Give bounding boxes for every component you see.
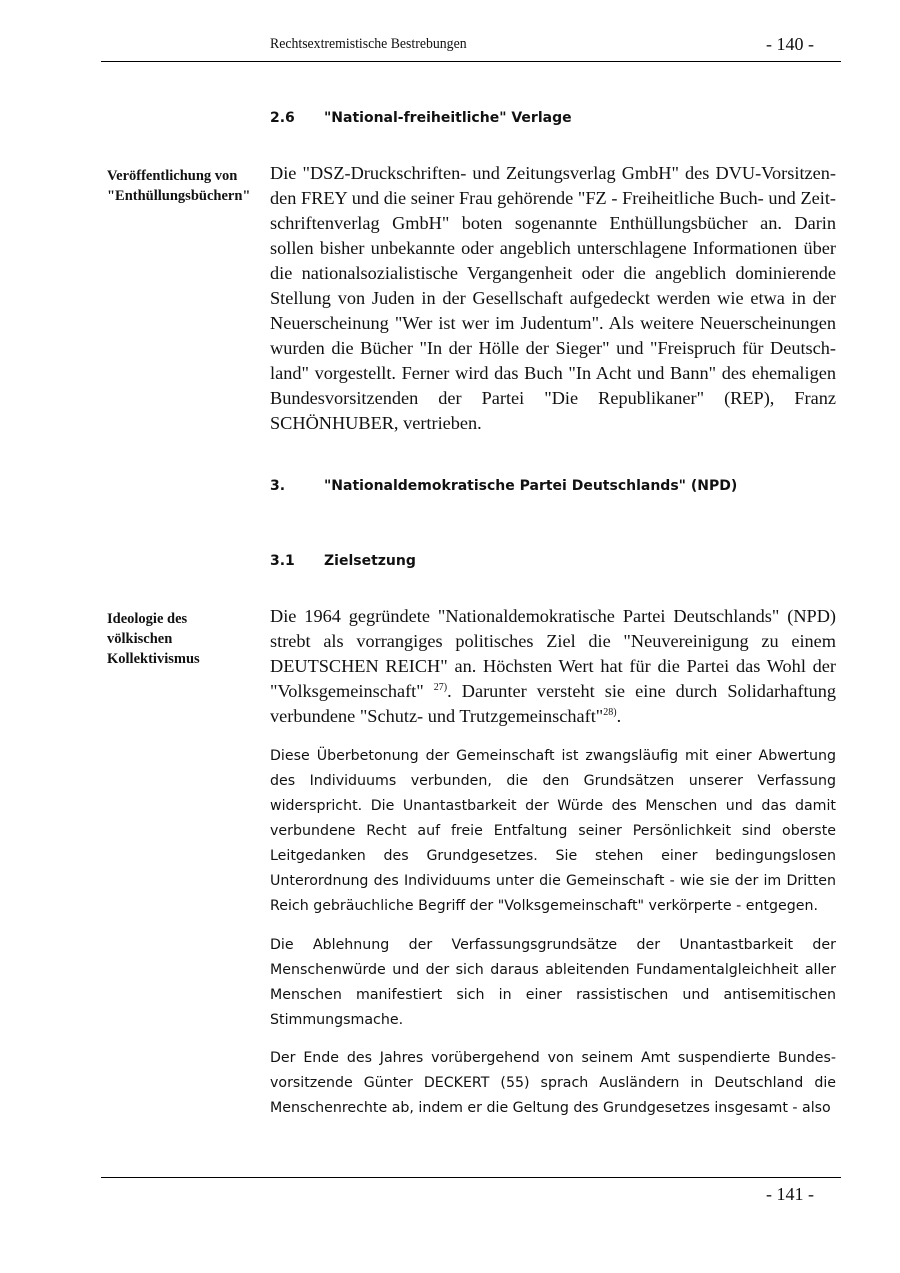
section-3-1-heading [270, 553, 416, 569]
section-number: 2.6 [270, 110, 295, 126]
text-segment: . [616, 706, 622, 726]
running-header-title: Rechtsextremistische Bestrebungen [270, 36, 467, 52]
header-rule [101, 61, 841, 62]
section-2-6-heading [270, 110, 572, 126]
footnote-ref: 28) [603, 706, 617, 718]
footer-page-number: - 141 - [766, 1184, 814, 1204]
text-segment: Die 1964 gegründete "Nationaldemokratische Partei Deutschlands" (NPD) strebt als vorrangiges politisches Ziel die "Neuvereinigung zu einem DEUTSCHEN REICH" an. Höchsten Wert hat für die Partei das Wohl der "Volksgemeinschaft" [270, 606, 836, 701]
footnote-ref: 27) [433, 681, 448, 693]
paragraph-verlage: Die "DSZ-Druckschriften- und Zeitungsverlag GmbH" des DVU-Vorsitzen-den FREY und die seiner Frau gehörende "FZ - Freiheitliche Buch- und Zeit-schriftenverlag GmbH" boten sogenannte Enthüllungsbücher an. Darin sollen bisher unbekannte oder angeblich unterschlagene Informationen über die nationalsozialistische Vergangenheit oder die angeblich dominierende Stellung von Juden in der Gesellschaft aufgedeckt werden wie etwa in der Neuerscheinung "Wer ist wer im Judentum". Als weitere Neuerscheinungen wurden die Bücher "In der Hölle der Sieger" und "Freispruch für Deutsch-land" vorgestellt. Ferner wird das Buch "In Acht und Bann" des ehemaligen Bundesvorsitzenden der Partei "Die Republikaner" (REP), Franz SCHÖNHUBER, vertrieben. [270, 163, 836, 433]
paragraph-ueberbetonung: Diese Überbetonung der Gemeinschaft ist zwangsläufig mit einer Abwertung des Individuums verbunden, die den Grundsätzen unserer Verfassung widerspricht. Die Unantastbarkeit der Würde des Menschen und das damit verbundene Recht auf freie Entfaltung seiner Persönlichkeit sind oberste Leitgedanken des Grundgesetzes. Sie stehen einer bedingungslosen Unterordnung des Individuums unter die Gemeinschaft - wie sie der im Dritten Reich gebräuchliche Begriff der "Volksgemeinschaft" verkörperte - entgegen. [270, 748, 836, 914]
section-number: 3. [270, 478, 286, 494]
margin-note-ideologie: Ideologie des völkischen Kollektivismus [107, 611, 200, 667]
section-title: "Nationaldemokratische Partei Deutschlands" (NPD) [324, 478, 738, 494]
text-segment: . Darunter versteht sie eine durch Solidarhaftung verbundene "Schutz- und Trutzgemeinschaft" [270, 681, 836, 726]
paragraph-ablehnung: Die Ablehnung der Verfassungsgrundsätze der Unantastbarkeit der Menschenwürde und der sich daraus ableitenden Fundamentalgleichheit aller Menschen manifestiert sich in einer rassistischen und antisemitischen Stimmungsmache. [270, 937, 836, 1028]
header-page-number: - 140 - [766, 34, 814, 54]
section-3-heading [270, 478, 737, 494]
paragraph-npd-ziele [270, 604, 836, 729]
section-title: "National-freiheitliche" Verlage [324, 110, 572, 126]
footer-rule [101, 1177, 841, 1178]
margin-note-enthuellungsbuecher: Veröffentlichung von "Enthüllungsbüchern" [107, 168, 251, 204]
section-title: Zielsetzung [324, 553, 416, 569]
section-number: 3.1 [270, 553, 295, 569]
paragraph-deckert: Der Ende des Jahres vorübergehend von seinem Amt suspendierte Bundes-vorsitzende Günter DECKERT (55) sprach Ausländern in Deutschland die Menschenrechte ab, indem er die Geltung des Grundgesetzes insgesamt - also [270, 1050, 836, 1116]
